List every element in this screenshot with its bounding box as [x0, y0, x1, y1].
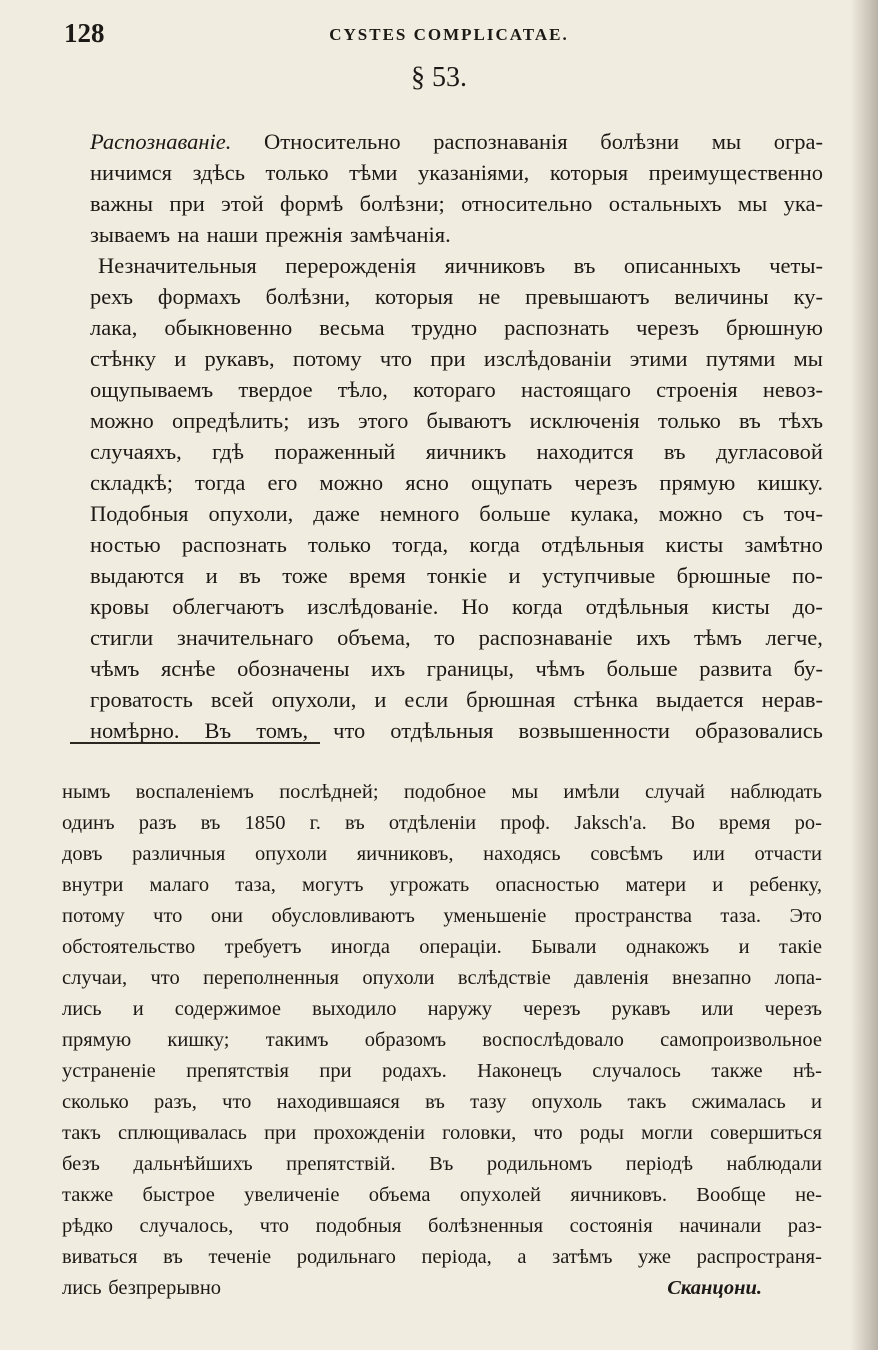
footnote-line: нымъ воспаленіемъ послѣдней; подобное мы имѣли случай наблюдать	[62, 781, 822, 803]
body-line: Незначительныя перерожденія яичниковъ въ описанныхъ четы-	[98, 253, 823, 278]
body-line: стигли значительнаго объема, то распознаваніе ихъ тѣмъ легче,	[90, 625, 823, 650]
footnote-line: устраненіе препятствія при родахъ. Наконецъ случалось также нѣ-	[62, 1060, 822, 1082]
page-header	[64, 18, 834, 54]
body-line: кровы облегчаютъ изслѣдованіе. Но когда отдѣльныя кисты до-	[90, 594, 823, 619]
footnote-line: одинъ разъ въ 1850 г. въ отдѣленіи проф. Jaksch'а. Во время ро-	[62, 812, 822, 834]
body-line: ностью распознать только тогда, когда отдѣльныя кисты замѣтно	[90, 532, 823, 557]
body-line: ничимся здѣсь только тѣми указаніями, которыя преимущественно	[90, 160, 823, 185]
footnote-line: виваться въ теченіе родильнаго періода, а затѣмъ уже распространя-	[62, 1246, 822, 1268]
footnote-line: лись и содержимое выходило наружу черезъ рукавъ или черезъ	[62, 998, 822, 1020]
body-line: складкѣ; тогда его можно ясно ощупать черезъ прямую кишку.	[90, 470, 823, 495]
footnote-line: прямую кишку; такимъ образомъ воспослѣдовало самопроизвольное	[62, 1029, 822, 1051]
body-line: Распознаваніе. Относительно распознаванія болѣзни мы огра-	[90, 126, 823, 157]
body-line: чѣмъ яснѣе обозначены ихъ границы, чѣмъ больше развита бу-	[90, 656, 823, 681]
section-heading: § 53.	[411, 62, 467, 93]
page-number: 128	[64, 18, 105, 48]
footnote-line: безъ дальнѣйшихъ препятствій. Въ родильномъ періодѣ наблюдали	[62, 1153, 822, 1175]
footnote-divider	[70, 742, 320, 744]
page-edge-shadow	[850, 0, 878, 1350]
footnote-line: потому что они обусловливаютъ уменьшеніе пространства таза. Это	[62, 905, 822, 927]
body-line: выдаются и въ тоже время тонкіе и уступчивые брюшные по-	[90, 563, 823, 588]
footnote-line: обстоятельство требуетъ иногда операціи. Бывали однакожъ и такіе	[62, 936, 822, 958]
footnote-line: также быстрое увеличеніе объема опухолей яичниковъ. Вообще не-	[62, 1184, 822, 1206]
footnote-line: сколько разъ, что находившаяся въ тазу опухоль такъ сжималась и	[62, 1091, 822, 1113]
footnote-signature: Сканцони.	[667, 1277, 762, 1299]
body-line: случаяхъ, гдѣ пораженный яичникъ находится въ дугласовой	[90, 439, 823, 464]
body-line: рехъ формахъ болѣзни, которыя не превышаютъ величины ку-	[90, 284, 823, 309]
footnote-text	[62, 778, 822, 1305]
footnote-line: рѣдко случалось, что подобныя болѣзненныя состоянія начинали раз-	[62, 1215, 822, 1237]
running-head: CYSTES COMPLICATAE.	[329, 25, 569, 44]
body-line: ощупываемъ твердое тѣло, котораго настоящаго строенія невоз-	[90, 377, 823, 402]
body-line: зываемъ на наши прежнія замѣчанія.	[90, 222, 451, 247]
body-line: лака, обыкновенно весьма трудно распознать черезъ брюшную	[90, 315, 823, 340]
lead-word: Распознаваніе.	[90, 129, 232, 154]
body-line: гроватость всей опухоли, и если брюшная стѣнка выдается нерав-	[90, 687, 823, 712]
body-line: важны при этой формѣ болѣзни; относительно остальныхъ мы ука-	[90, 191, 823, 216]
main-text	[90, 126, 823, 746]
footnote-line: внутри малаго таза, могутъ угрожать опасностью матери и ребенку,	[62, 874, 822, 896]
footnote-line: довъ различныя опухоли яичниковъ, находясь совсѣмъ или отчасти	[62, 843, 822, 865]
footnote-line: случаи, что переполненныя опухоли вслѣдствіе давленія внезапно лопа-	[62, 967, 822, 989]
body-line: можно опредѣлить; изъ этого бываютъ исключенія только въ тѣхъ	[90, 408, 823, 433]
body-line: стѣнку и рукавъ, потому что при изслѣдованіи этими путями мы	[90, 346, 823, 371]
footnote-line: лись безпрерывно Сканцони.	[62, 1274, 822, 1305]
footnote-line: такъ сплющивалась при прохожденіи головки, что роды могли совершиться	[62, 1122, 822, 1144]
body-line: Подобныя опухоли, даже немного больше кулака, можно съ точ-	[90, 501, 823, 526]
body-line: номѣрно. Въ томъ, что отдѣльныя возвышенности образовались	[90, 718, 823, 743]
